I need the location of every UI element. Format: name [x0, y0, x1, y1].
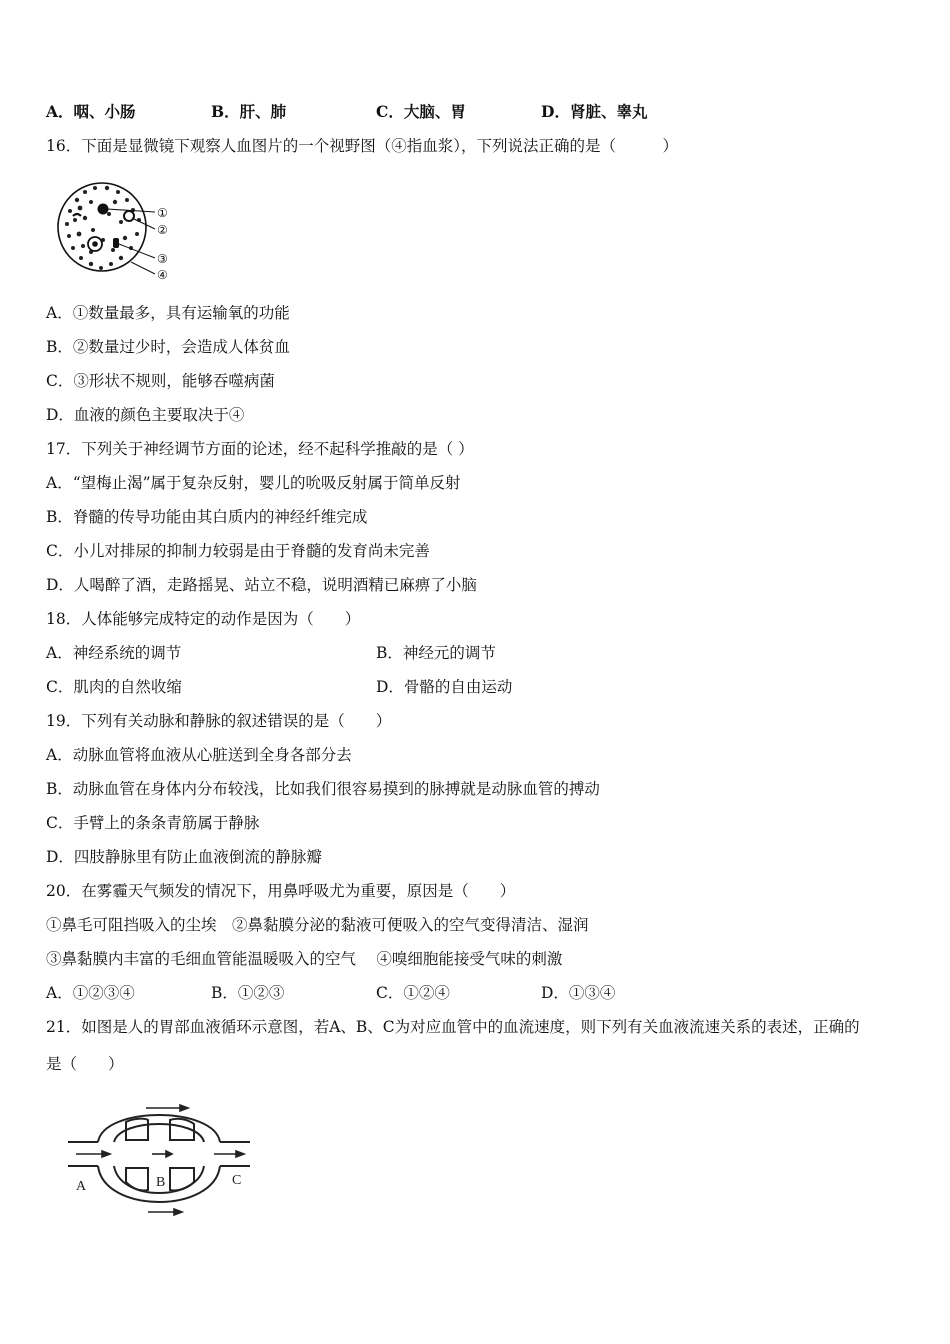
q17-stem: 17．下列关于神经调节方面的论述，经不起科学推敲的是（ ）: [46, 440, 474, 458]
q20-stem: 20．在雾霾天气频发的情况下，用鼻呼吸尤为重要，原因是（ ）: [46, 882, 516, 900]
q19-option-d: D．四肢静脉里有防止血液倒流的静脉瓣: [46, 848, 322, 866]
q16-option-a: A．①数量最多，具有运输氧的功能: [46, 304, 290, 322]
q19-option-c: C．手臂上的条条青筋属于静脉: [46, 814, 260, 832]
q17-option-d: D．人喝醉了酒，走路摇晃、站立不稳，说明酒精已麻痹了小脑: [46, 576, 477, 594]
q16-stem: 16．下面是显微镜下观察人血图片的一个视野图（④指血浆），下列说法正确的是（ ）: [46, 137, 678, 155]
fig16-label-3: ③: [157, 252, 168, 266]
stomach-circulation-figure: [64, 1090, 254, 1230]
q15-option-d: D．肾脏、睾丸: [541, 102, 648, 121]
q18-stem: 18．人体能够完成特定的动作是因为（ ）: [46, 610, 361, 628]
q20-statement-2: ③鼻黏膜内丰富的毛细血管能温暖吸入的空气 ④嗅细胞能接受气味的刺激: [46, 950, 563, 968]
q16-option-b: B．②数量过少时，会造成人体贫血: [46, 338, 290, 356]
q19-option-b: B．动脉血管在身体内分布较浅，比如我们很容易摸到的脉搏就是动脉血管的搏动: [46, 780, 600, 798]
q18-option-c: C．肌肉的自然收缩: [46, 678, 182, 696]
q17-option-a: A．“望梅止渴”属于复杂反射，婴儿的吮吸反射属于简单反射: [46, 474, 461, 492]
fig16-label-1: ①: [157, 206, 168, 220]
q16-option-c: C．③形状不规则，能够吞噬病菌: [46, 372, 275, 390]
q16-option-d: D．血液的颜色主要取决于④: [46, 406, 245, 424]
blood-smear-figure: [55, 178, 180, 286]
q15-option-c: C．大脑、胃: [376, 102, 466, 121]
fig16-label-2: ②: [157, 223, 168, 237]
q21-stem-line2: 是（ ）: [46, 1055, 124, 1073]
q18-option-d: D．骨骼的自由运动: [376, 678, 513, 696]
q20-option-d: D．①③④: [541, 984, 616, 1002]
q20-option-a: A．①②③④: [46, 984, 135, 1002]
q17-option-c: C．小儿对排尿的抑制力较弱是由于脊髓的发育尚未完善: [46, 542, 430, 560]
fig21-label-a: A: [76, 1179, 87, 1194]
q21-stem-line1: 21．如图是人的胃部血液循环示意图，若A、B、C为对应血管中的血流速度，则下列有关血液流速关系的表述，正确的: [46, 1018, 860, 1036]
q17-option-b: B．脊髓的传导功能由其白质内的神经纤维完成: [46, 508, 368, 526]
fig16-label-4: ④: [157, 268, 168, 282]
q19-option-a: A．动脉血管将血液从心脏送到全身各部分去: [46, 746, 352, 764]
q19-stem: 19．下列有关动脉和静脉的叙述错误的是（ ）: [46, 712, 392, 730]
q20-statement-1: ①鼻毛可阻挡吸入的尘埃 ②鼻黏膜分泌的黏液可便吸入的空气变得清洁、湿润: [46, 916, 589, 934]
q15-option-a: A．咽、小肠: [46, 102, 136, 121]
q15-option-b: B．肝、肺: [211, 102, 287, 121]
q20-option-c: C．①②④: [376, 984, 450, 1002]
q18-option-a: A．神经系统的调节: [46, 644, 182, 662]
fig21-label-c: C: [232, 1173, 242, 1188]
q18-option-b: B．神经元的调节: [376, 644, 496, 662]
q20-option-b: B．①②③: [211, 984, 285, 1002]
fig21-label-b: B: [156, 1175, 166, 1190]
